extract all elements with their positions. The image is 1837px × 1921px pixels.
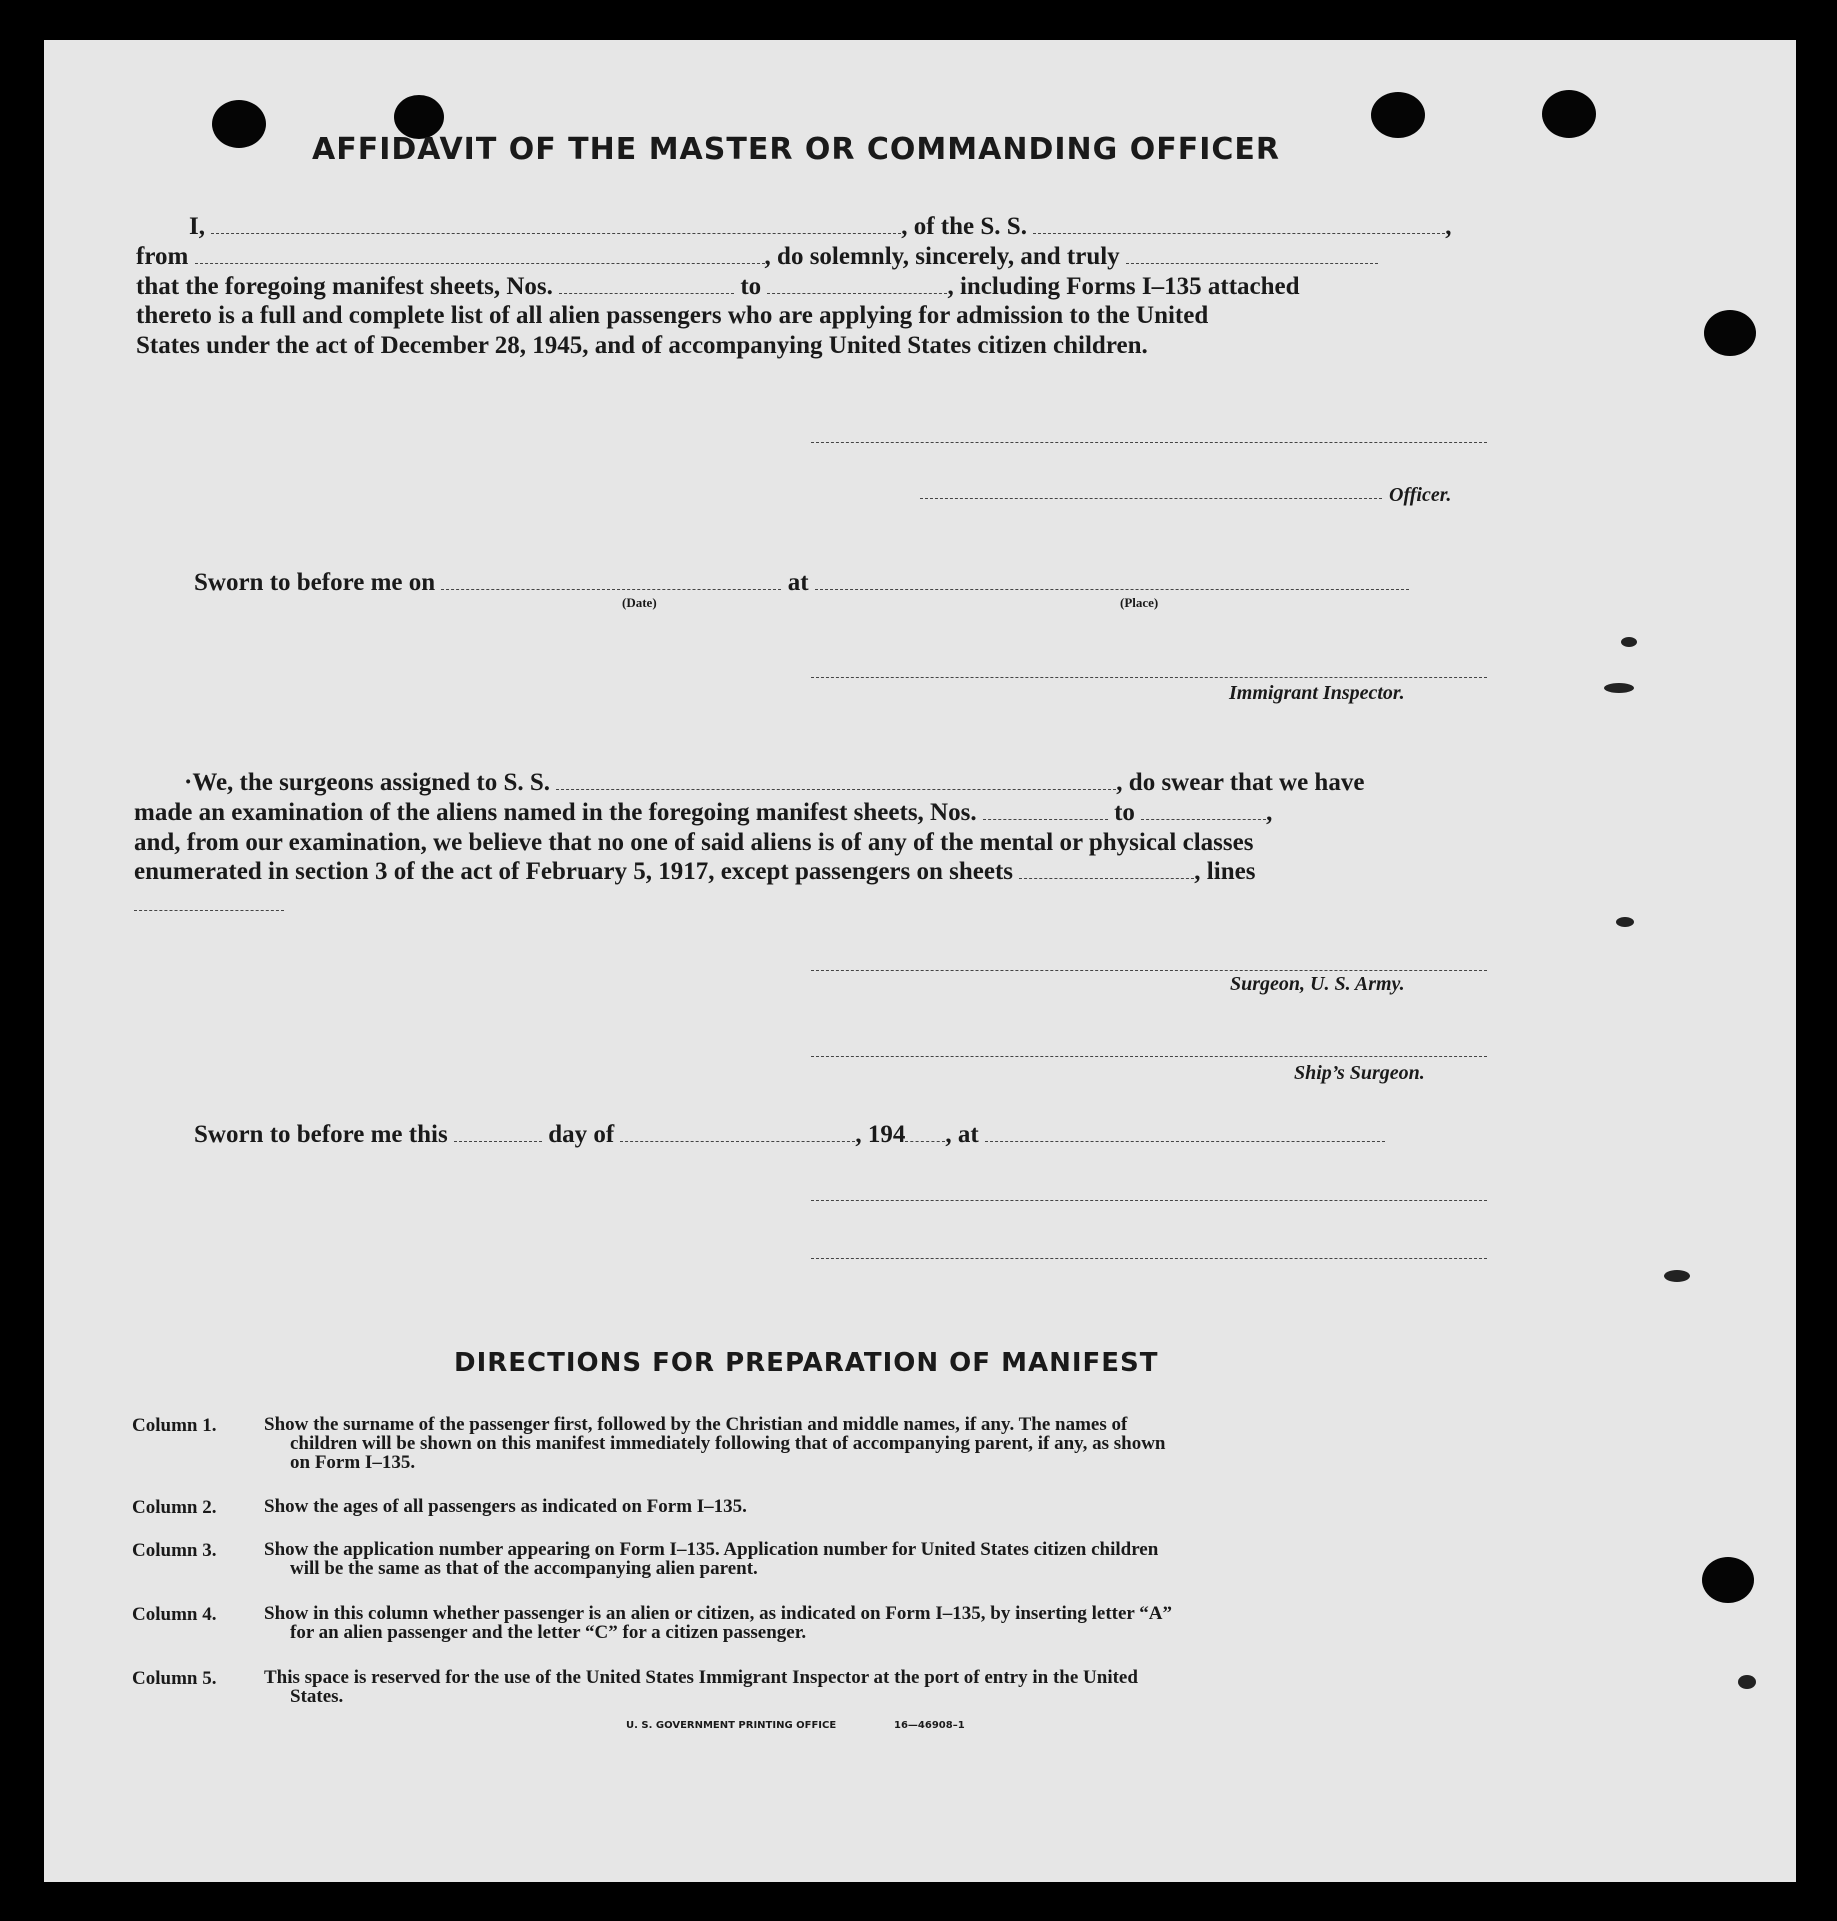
column-3-label: Column 3.: [132, 1540, 217, 1561]
column-3-text: Show the application number appearing on Form I–135. Application number for United States citizen children will be the same as that of the accompanying alien parent.: [264, 1539, 1159, 1579]
sworn-year-field[interactable]: [905, 1123, 945, 1142]
affidavit-line-2: from , do solemnly, sincerely, and truly: [136, 242, 1378, 272]
directions-title: DIRECTIONS FOR PREPARATION OF MANIFEST: [454, 1348, 1159, 1378]
place-caption: (Place): [1120, 595, 1159, 610]
surgeons-line-3: and, from our examination, we believe that no one of said aliens is of any of the mental or physical classes: [134, 829, 1254, 856]
ship-surgeon-caption: Ship’s Surgeon.: [1294, 1062, 1425, 1084]
army-surgeon-signature-line[interactable]: [811, 970, 1487, 971]
sheet-from-field[interactable]: [559, 275, 734, 294]
sworn-month-field[interactable]: [620, 1123, 855, 1142]
ink-speck: [1738, 1675, 1756, 1689]
column-2-label: Column 2.: [132, 1497, 217, 1518]
column-4-label: Column 4.: [132, 1604, 217, 1625]
sworn-line-2: Sworn to before me this day of , 194 , at: [194, 1120, 1385, 1150]
surgeons-line-4: enumerated in section 3 of the act of February 5, 1917, except passengers on sheets , lines: [134, 858, 1256, 885]
inspector-caption: Immigrant Inspector.: [1229, 682, 1405, 704]
column-2-text: Show the ages of all passengers as indicated on Form I–135.: [264, 1496, 747, 1517]
sheet-to-field[interactable]: [767, 275, 947, 294]
printing-office-imprint: U. S. GOVERNMENT PRINTING OFFICE: [626, 1720, 837, 1731]
surgeon-ship-field[interactable]: [556, 771, 1116, 790]
column-5-text: This space is reserved for the use of the United States Immigrant Inspector at the port of entry in the United States.: [264, 1667, 1138, 1707]
officer-signature-line-1[interactable]: [811, 442, 1487, 443]
affidavit-line-3: that the foregoing manifest sheets, Nos. to , including Forms I–135 attached: [136, 273, 1300, 300]
punch-hole: [1704, 310, 1756, 356]
punch-hole: [212, 100, 266, 148]
exam-sheet-to-field[interactable]: [1141, 801, 1266, 820]
officiant-signature-line-2[interactable]: [811, 1258, 1487, 1259]
affidavit-title: AFFIDAVIT OF THE MASTER OR COMMANDING OFFICER: [312, 132, 1280, 167]
column-5-label: Column 5.: [132, 1668, 217, 1689]
exam-sheet-from-field[interactable]: [983, 801, 1108, 820]
date-caption: (Date): [622, 595, 657, 610]
punch-hole: [1702, 1557, 1754, 1603]
sworn-place-field[interactable]: [815, 571, 1409, 590]
ink-speck: [1621, 637, 1637, 647]
except-sheets-field[interactable]: [1019, 860, 1194, 879]
surgeons-line-2: made an examination of the aliens named in the foregoing manifest sheets, Nos. to ,: [134, 799, 1273, 826]
sworn-location-field[interactable]: [985, 1123, 1385, 1142]
affidavit-line-5: States under the act of December 28, 1945, and of accompanying United States citizen children.: [136, 332, 1148, 359]
affidavit-line-4: thereto is a full and complete list of all alien passengers who are applying for admission to the United: [136, 302, 1209, 329]
form-code: 16—46908–1: [894, 1720, 965, 1731]
column-1-text: Show the surname of the passenger first, followed by the Christian and middle names, if any. The names of children will be shown on this manifest immediately following that of accompanying parent, if any, as shown on Form I–135.: [264, 1414, 1166, 1473]
column-4-text: Show in this column whether passenger is an alien or citizen, as indicated on Form I–135, by inserting letter “A” for an alien passenger and the letter “C” for a citizen passenger.: [264, 1603, 1172, 1643]
officer-caption: Officer.: [1389, 484, 1452, 506]
ink-speck: [1616, 917, 1634, 927]
ship-surgeon-signature-line[interactable]: [811, 1056, 1487, 1057]
officiant-signature-line-1[interactable]: [811, 1200, 1487, 1201]
name-field[interactable]: [211, 215, 901, 234]
form-sheet: [44, 40, 1796, 1882]
inspector-signature-line[interactable]: [811, 677, 1487, 678]
affidavit-line-1: I, , of the S. S. ,: [189, 213, 1452, 240]
oath-field[interactable]: [1126, 245, 1378, 264]
surgeons-line-1: ·We, the surgeons assigned to S. S. , do swear that we have: [184, 769, 1365, 796]
ink-speck: [1604, 683, 1634, 693]
sworn-line-1: Sworn to before me on at: [194, 568, 1409, 598]
sworn-day-field[interactable]: [454, 1123, 542, 1142]
punch-hole: [1542, 90, 1596, 138]
sworn-date-field[interactable]: [441, 571, 781, 590]
column-1-label: Column 1.: [132, 1415, 217, 1436]
from-port-field[interactable]: [195, 245, 765, 264]
lines-field[interactable]: [134, 910, 284, 911]
officer-signature-line-2[interactable]: [920, 498, 1382, 499]
ink-speck: [1664, 1270, 1690, 1282]
ship-name-field[interactable]: [1033, 215, 1445, 234]
army-surgeon-caption: Surgeon, U. S. Army.: [1230, 973, 1405, 995]
